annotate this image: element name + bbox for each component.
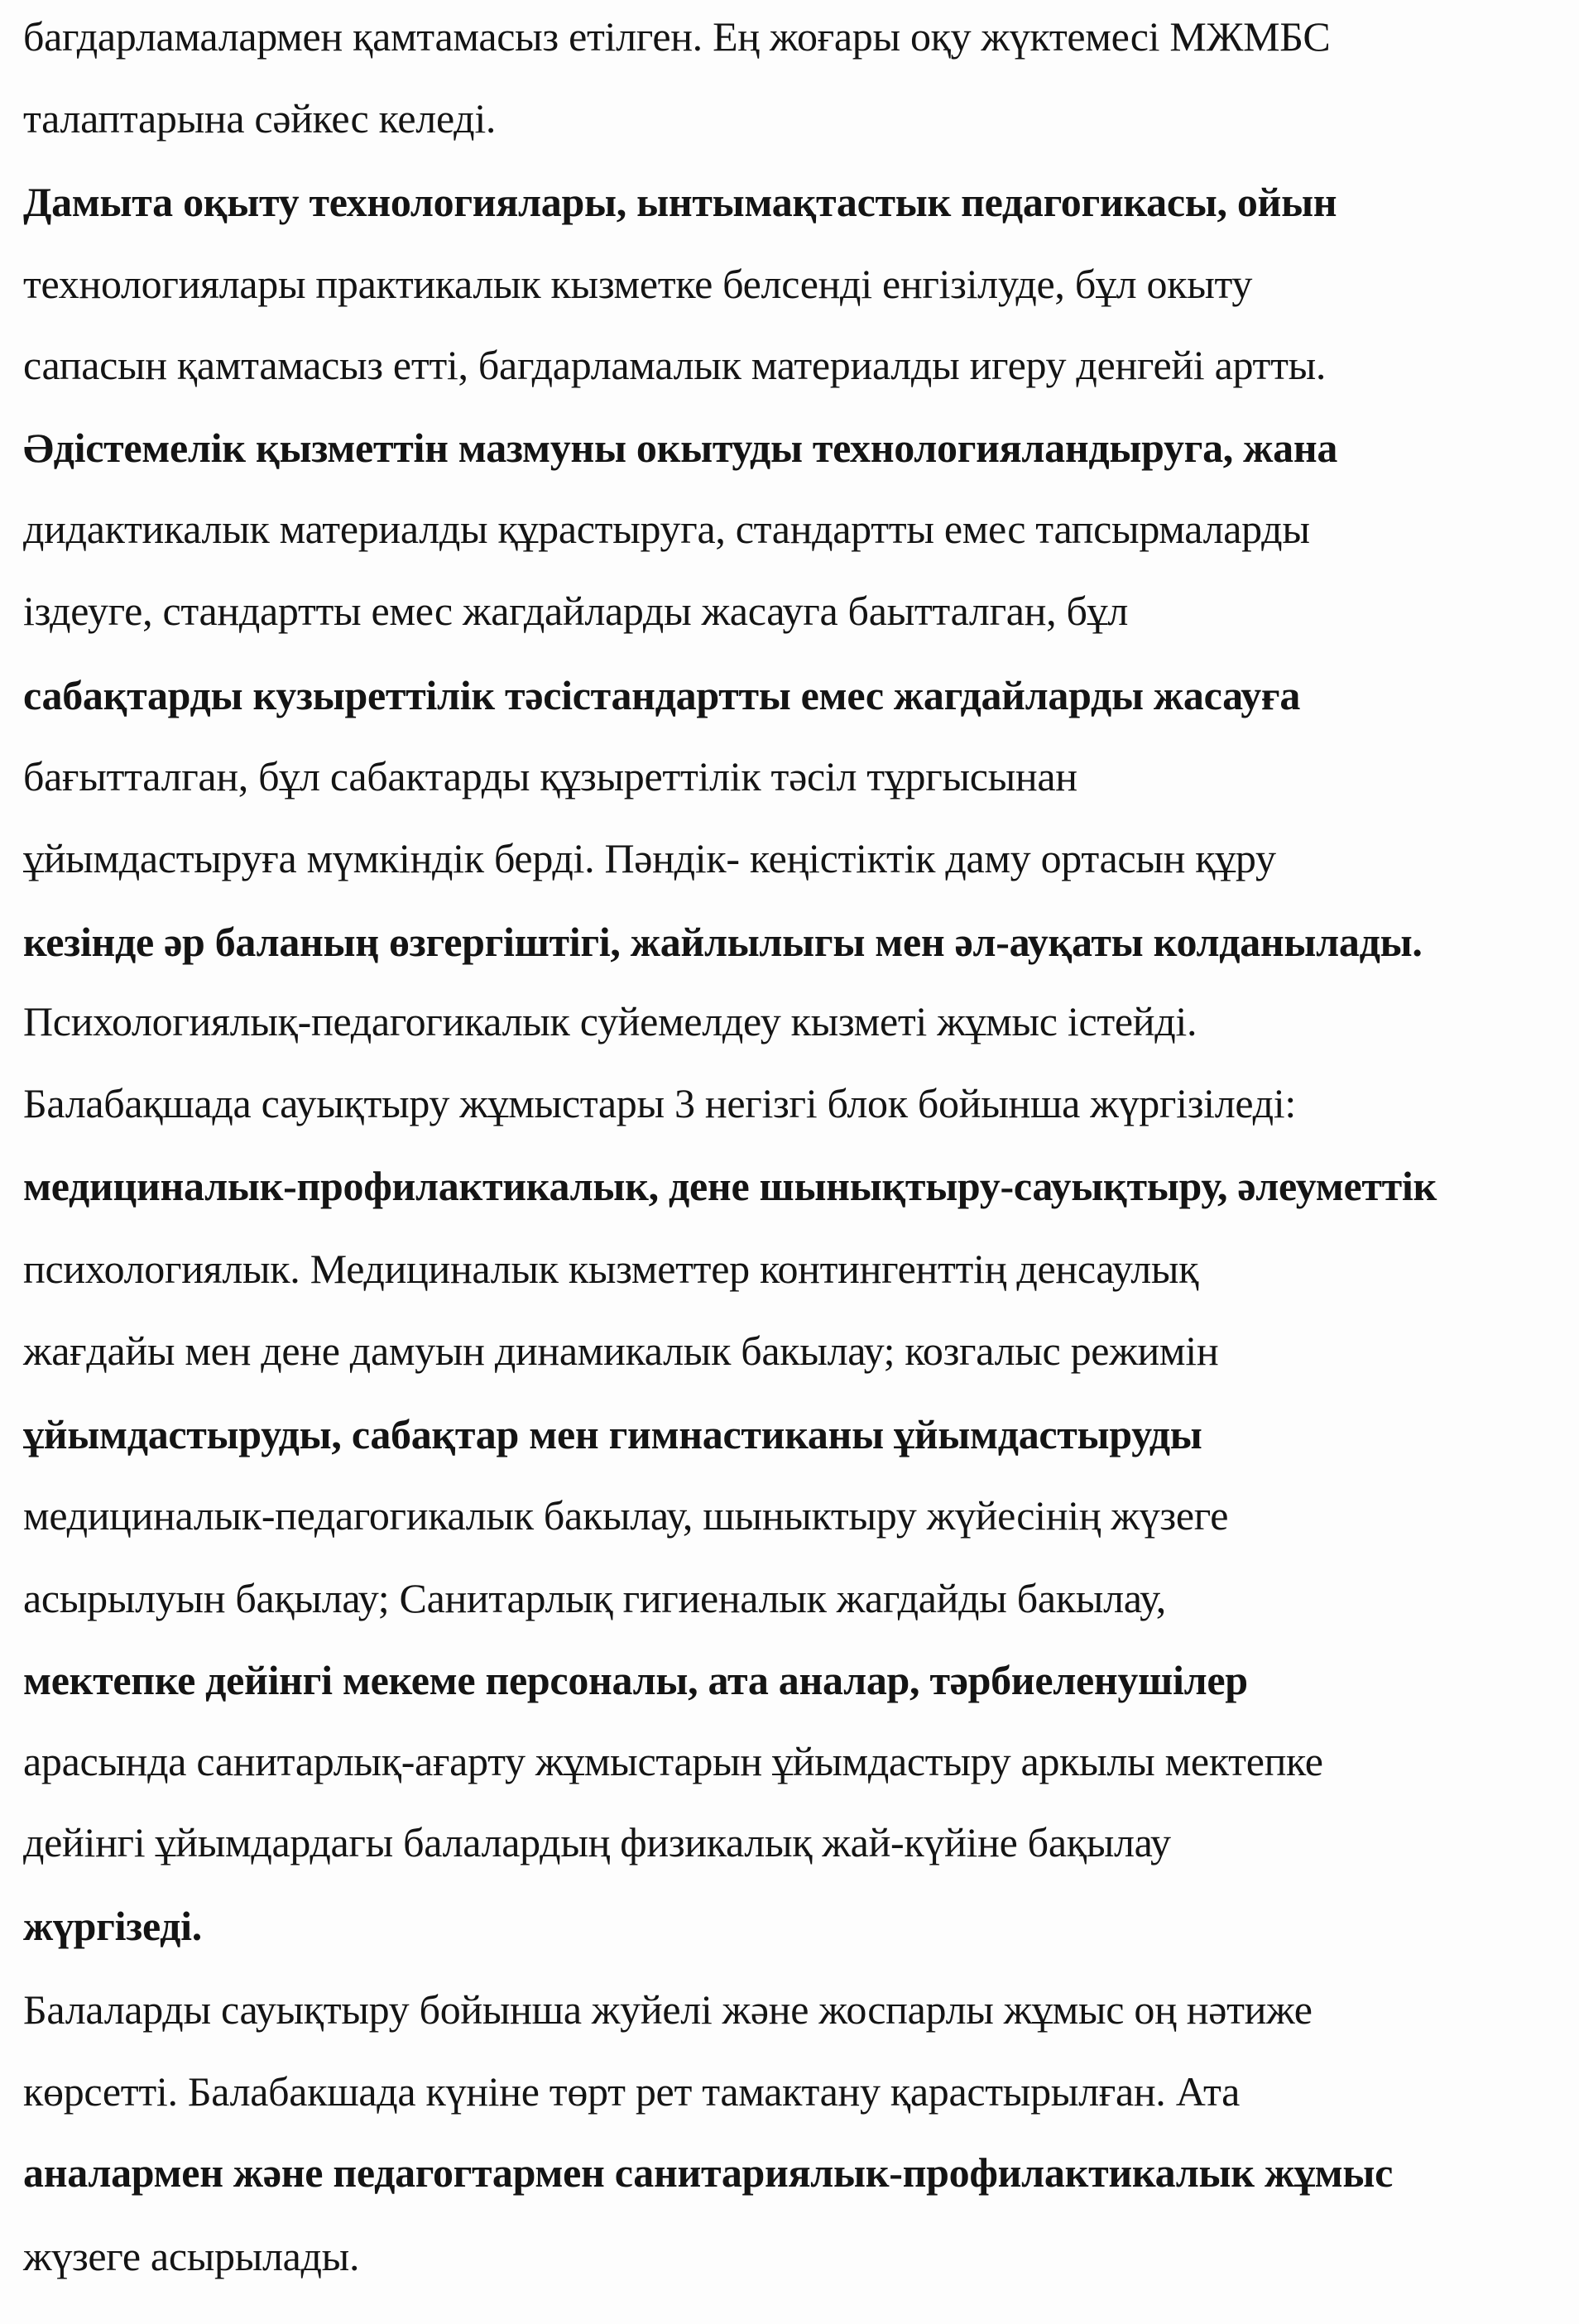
text-line: Дамыта оқыту технологиялары, ынтымақтастык педагогикасы, ойын — [23, 179, 1337, 225]
text-line: бағытталган, бұл сабактарды құзыреттілік тәсіл тұргысынан — [23, 753, 1077, 799]
text-line: арасында санитарлық-ағарту жұмыстарын ұйымдастыру аркылы мектепке — [23, 1738, 1323, 1784]
text-line: Әдістемелік қызметтін мазмуны окытуды технологияландыруга, жана — [23, 425, 1338, 471]
text-line: дидактикалык материалды құрастыруга, стандартты емес тапсырмаларды — [23, 506, 1310, 552]
text-line: мектепке дейінгі мекеме персоналы, ата аналар, тәрбиеленушілер — [23, 1657, 1248, 1703]
text-line: көрсетті. Балабакшада күніне төрт рет тамактану қарастырылған. Ата — [23, 2068, 1241, 2115]
text-line: ұйымдастыруға мүмкіндік берді. Пәндік- кеңістіктік даму ортасын құру — [23, 835, 1276, 881]
text-line: жағдайы мен дене дамуын динамикалык бакылау; козгалыс режимін — [23, 1328, 1219, 1374]
text-line: кезінде әр баланың өзгергіштігі, жайлылыгы мен әл-ауқаты колданылады. — [23, 919, 1423, 965]
text-line: іздеуге, стандартты емес жагдайларды жасауга баытталган, бұл — [23, 588, 1129, 634]
text-line: сабақтарды кузыреттілік тәсістандартты емес жагдайларды жасауға — [23, 672, 1301, 718]
text-line: Психологиялық-педагогикалык суйемелдеу кызметі жұмыс істейді. — [23, 998, 1197, 1044]
text-line: талаптарына сәйкес келеді. — [23, 95, 497, 142]
text-line: психологиялык. Медициналык кызметтер контингенттің денсаулық — [23, 1246, 1199, 1292]
text-line: ұйымдастыруды, сабақтар мен гимнастиканы ұйымдастыруды — [23, 1411, 1202, 1457]
text-line: багдарламалармен қамтамасыз етілген. Ең жоғары оқу жүктемесі МЖМБС — [23, 13, 1331, 60]
text-line: дейінгі ұйымдардагы балалардың физикалық жай-күйіне бақылау — [23, 1819, 1171, 1865]
text-line: аналармен және педагогтармен санитариялык-профилактикалык жұмыс — [23, 2149, 1394, 2196]
text-line: асырылуын бақылау; Санитарлық гигиеналык жагдайды бакылау, — [23, 1575, 1166, 1621]
text-line: медициналык-педагогикалык бакылау, шыныктыру жүйесінің жүзеге — [23, 1492, 1229, 1539]
text-line: Балаларды сауықтыру бойынша жуйелі және жоспарлы жұмыс оң нәтиже — [23, 1986, 1313, 2033]
text-line: жүзеге асырылады. — [23, 2233, 360, 2279]
text-line: медициналык-профилактикалык, дене шынықтыру-сауықтыру, әлеуметтік — [23, 1163, 1437, 1209]
text-line: жүргізеді. — [23, 1903, 202, 1949]
text-line: сапасын қамтамасыз етті, багдарламалык материалды игеру денгейі артты. — [23, 342, 1327, 388]
text-line: Балабақшада сауықтыру жұмыстары 3 негізгі блок бойынша жүргізіледі: — [23, 1080, 1296, 1126]
text-line: технологиялары практикалык кызметке белсенді енгізілуде, бұл окыту — [23, 261, 1253, 307]
